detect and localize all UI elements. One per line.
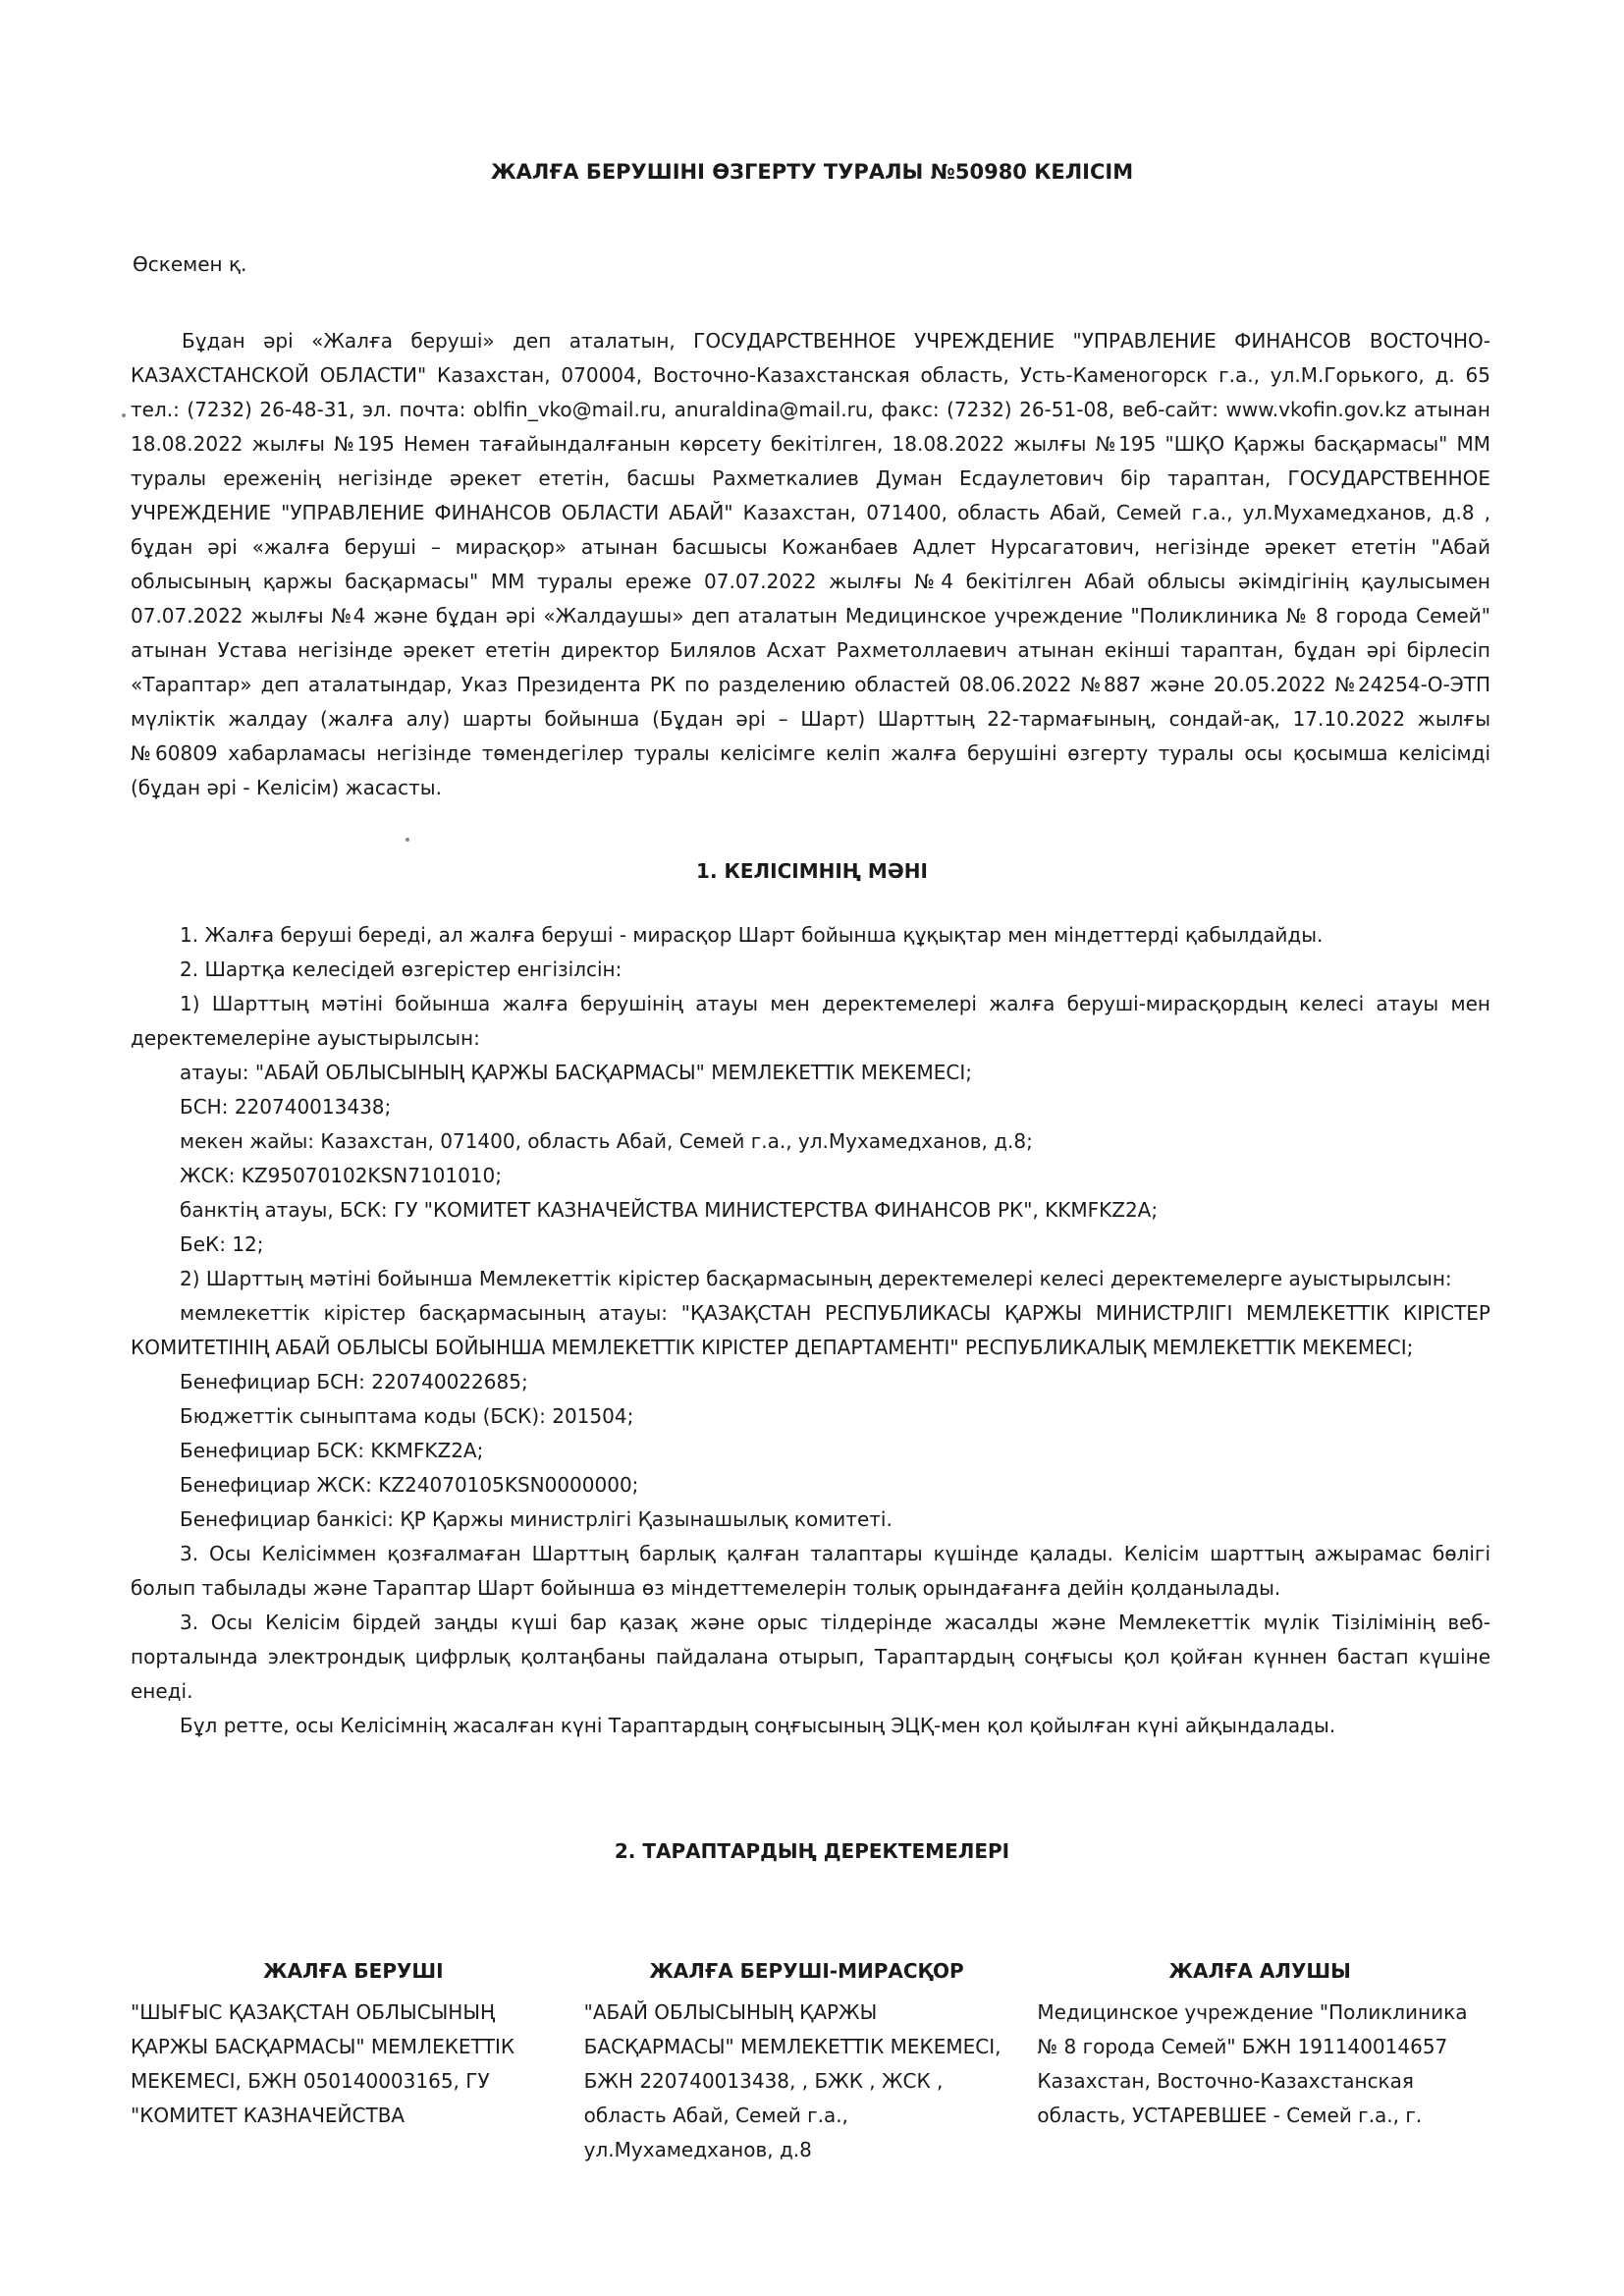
section-2-title: 2. ТАРАПТАРДЫҢ ДЕРЕКТЕМЕЛЕРІ	[614, 1839, 1010, 1863]
intro-paragraph: Бұдан әрі «Жалға беруші» деп аталатын, ГОСУДАРСТВЕННОЕ УЧРЕЖДЕНИЕ "УПРАВЛЕНИЕ ФИНАНСОВ ВОСТОЧНО-КАЗАХСТАНСКОЙ ОБЛАСТИ" Казахстан, 070004, Восточно-Казахстанская область, Усть-Каменогорск г.а., ул.М.Горького, д. 65 тел.: (7232) 26-48-31, эл. почта: oblfin_vko@mail.ru, anuraldina@mail.ru, факс: (7232) 26-51-08, веб-сайт: www.vkofin.gov.kz атынан 18.08.2022 жылғы №195 Немен тағайындалғанын көрсету бекітілген, 18.08.2022 жылғы №195 "ШҚО Қаржы басқармасы" ММ туралы ереженің негізінде әрекет ететін, басшы Рахметкалиев Думан Есдаулетович бір тараптан, ГОСУДАРСТВЕННОЕ УЧРЕЖДЕНИЕ "УПРАВЛЕНИЕ ФИНАНСОВ ОБЛАСТИ АБАЙ" Казахстан, 071400, область Абай, Семей г.а., ул.Мухамедханов, д.8 , бұдан әрі «жалға беруші – мирасқор» атынан басшысы Кожанбаев Адлет Нурсагатович, негізінде әрекет ететін "Абай облысының қаржы басқармасы" ММ туралы ереже 07.07.2022 жылғы №4 бекітілген Абай облысы әкімдігінің қаулысымен 07.07.2022 жылғы №4 және бұдан әрі «Жалдаушы» деп аталатын Медицинское учреждение "Поликлиника № 8 города Семей" атынан Устава негізінде әрекет ететін директор Билялов Асхат Рахметоллаевич атынан екінші тараптан, бұдан әрі бірлесіп «Тараптар» деп аталатындар, Указ Президента РК по разделению областей 08.06.2022 №887 және 20.05.2022 №24254-О-ЭТП мүліктік жалдау (жалға алу) шарты бойынша (Бұдан әрі – Шарт) Шарттың 22-тармағының, сондай-ақ, 17.10.2022 жылғы №60809 хабарламасы негізінде төмендегілер туралы келісімге келіп жалға берушіні өзгерту туралы осы қосымша келісімді (бұдан әрі - Келісім) жасасты.	[131, 329, 1490, 799]
document-title: ЖАЛҒА БЕРУШІНІ ӨЗГЕРТУ ТУРАЛЫ №50980 КЕЛІСІМ	[490, 160, 1134, 184]
clause-line: БСН: 220740013438;	[180, 1095, 392, 1119]
clause-line: Бенефициар ЖСК: KZ24070105KSN0000000;	[180, 1473, 639, 1497]
clause-line: мекен жайы: Казахстан, 071400, область Абай, Семей г.а., ул.Мухамедханов, д.8;	[180, 1129, 1033, 1153]
party-heading: ЖАЛҒА АЛУШЫ	[1168, 1959, 1351, 1983]
scan-speck	[406, 838, 409, 842]
scan-speck	[122, 413, 126, 417]
party-text: "ШЫҒЫС ҚАЗАҚСТАН ОБЛЫСЫНЫҢ ҚАРЖЫ БАСҚАРМАСЫ" МЕМЛЕКЕТТІК МЕКЕМЕСІ, БЖН 050140003165, ГУ "КОМИТЕТ КАЗНАЧЕЙСТВА	[131, 2000, 515, 2127]
party-text: "АБАЙ ОБЛЫСЫНЫҢ ҚАРЖЫ БАСҚАРМАСЫ" МЕМЛЕКЕТТІК МЕКЕМЕСІ, БЖН 220740013438, , БЖК , ЖСК , область Абай, Семей г.а., ул.Мухамедханов, д.8	[583, 2000, 1001, 2161]
clause-line: ЖСК: KZ95070102KSN7101010;	[180, 1164, 502, 1187]
section-1-title: 1. КЕЛІСІМНІҢ МӘНІ	[696, 859, 928, 883]
clause-line: 3. Осы Келісім бірдей заңды күші бар қазақ және орыс тілдерінде жасалды және Мемлекеттік мүлік Тізілімінің веб-порталында электрондық цифрлық қолтаңбаны пайдалана отырып, Тараптардың соңғысы қол қойған күннен бастап күшіне енеді.	[131, 1611, 1490, 1703]
party-successor	[584, 1954, 1038, 2167]
clause-line: Бенефициар банкісі: ҚР Қаржы министрлігі Қазынашылық комитеті.	[180, 1507, 893, 1531]
clause-line: Бенефициар БСН: 220740022685;	[180, 1370, 528, 1394]
clause-line: банктің атауы, БСК: ГУ "КОМИТЕТ КАЗНАЧЕЙСТВА МИНИСТЕРСТВА ФИНАНСОВ РК", KKMFKZ2A;	[180, 1198, 1159, 1222]
city-line: Өскемен қ.	[133, 252, 247, 276]
clause-line: БеК: 12;	[180, 1232, 264, 1256]
clause-line: Бюджеттік сыныптама коды (БСК): 201504;	[180, 1404, 634, 1428]
party-text: Медицинское учреждение "Поликлиника № 8 города Семей" БЖН 191140014657 Казахстан, Восточно-Казахстанская область, УСТАРЕВШЕЕ - Семей г.а., г.	[1037, 2000, 1468, 2127]
clause-line: мемлекеттік кірістер басқармасының атауы: "ҚАЗАҚСТАН РЕСПУБЛИКАСЫ ҚАРЖЫ МИНИСТРЛІГІ МЕМЛЕКЕТТІК КІРІСТЕР КОМИТЕТІНІҢ АБАЙ ОБЛЫСЫ БОЙЫНША МЕМЛЕКЕТТІК КІРІСТЕР ДЕПАРТАМЕНТІ" РЕСПУБЛИКАЛЫҚ МЕМЛЕКЕТТІК МЕКЕМЕСІ;	[131, 1301, 1490, 1359]
clause-line: 1) Шарттың мәтіні бойынша жалға берушінің атауы мен деректемелері жалға беруші-мирасқордың келесі атауы мен деректемелеріне ауыстырылсын:	[131, 992, 1490, 1050]
party-heading: ЖАЛҒА БЕРУШІ-МИРАСҚОР	[649, 1959, 964, 1983]
clause-line: Бұл ретте, осы Келісімнің жасалған күні Тараптардың соңғысының ЭЦҚ-мен қол қойылған күні айқындалады.	[180, 1714, 1336, 1737]
clause-line: 1. Жалға беруші береді, ал жалға беруші - мирасқор Шарт бойынша құқықтар мен міндеттерді қабылдайды.	[180, 923, 1324, 947]
clause-line: атауы: "АБАЙ ОБЛЫСЫНЫҢ ҚАРЖЫ БАСҚАРМАСЫ" МЕМЛЕКЕТТІК МЕКЕМЕСІ;	[180, 1061, 973, 1084]
parties-details	[131, 1954, 1490, 2167]
clause-line: 3. Осы Келісіммен қозғалмаған Шарттың барлық қалған талаптары күшінде қалады. Келісім шарттың ажырамас бөлігі болып табылады және Тараптар Шарт бойынша өз міндеттемелерін толық орындағанға дейін қолданылады.	[131, 1542, 1490, 1600]
section-1-body	[131, 918, 1490, 1743]
clause-line: 2. Шартқа келесідей өзгерістер енгізілсін:	[180, 957, 623, 981]
party-heading: ЖАЛҒА БЕРУШІ	[263, 1959, 444, 1983]
party-lessor	[131, 1954, 584, 2167]
clause-line: Бенефициар БСК: KKMFKZ2A;	[180, 1439, 484, 1462]
clause-line: 2) Шарттың мәтіні бойынша Мемлекеттік кірістер басқармасының деректемелері келесі деректемелерге ауыстырылсын:	[180, 1267, 1452, 1290]
party-tenant	[1037, 1954, 1490, 2167]
